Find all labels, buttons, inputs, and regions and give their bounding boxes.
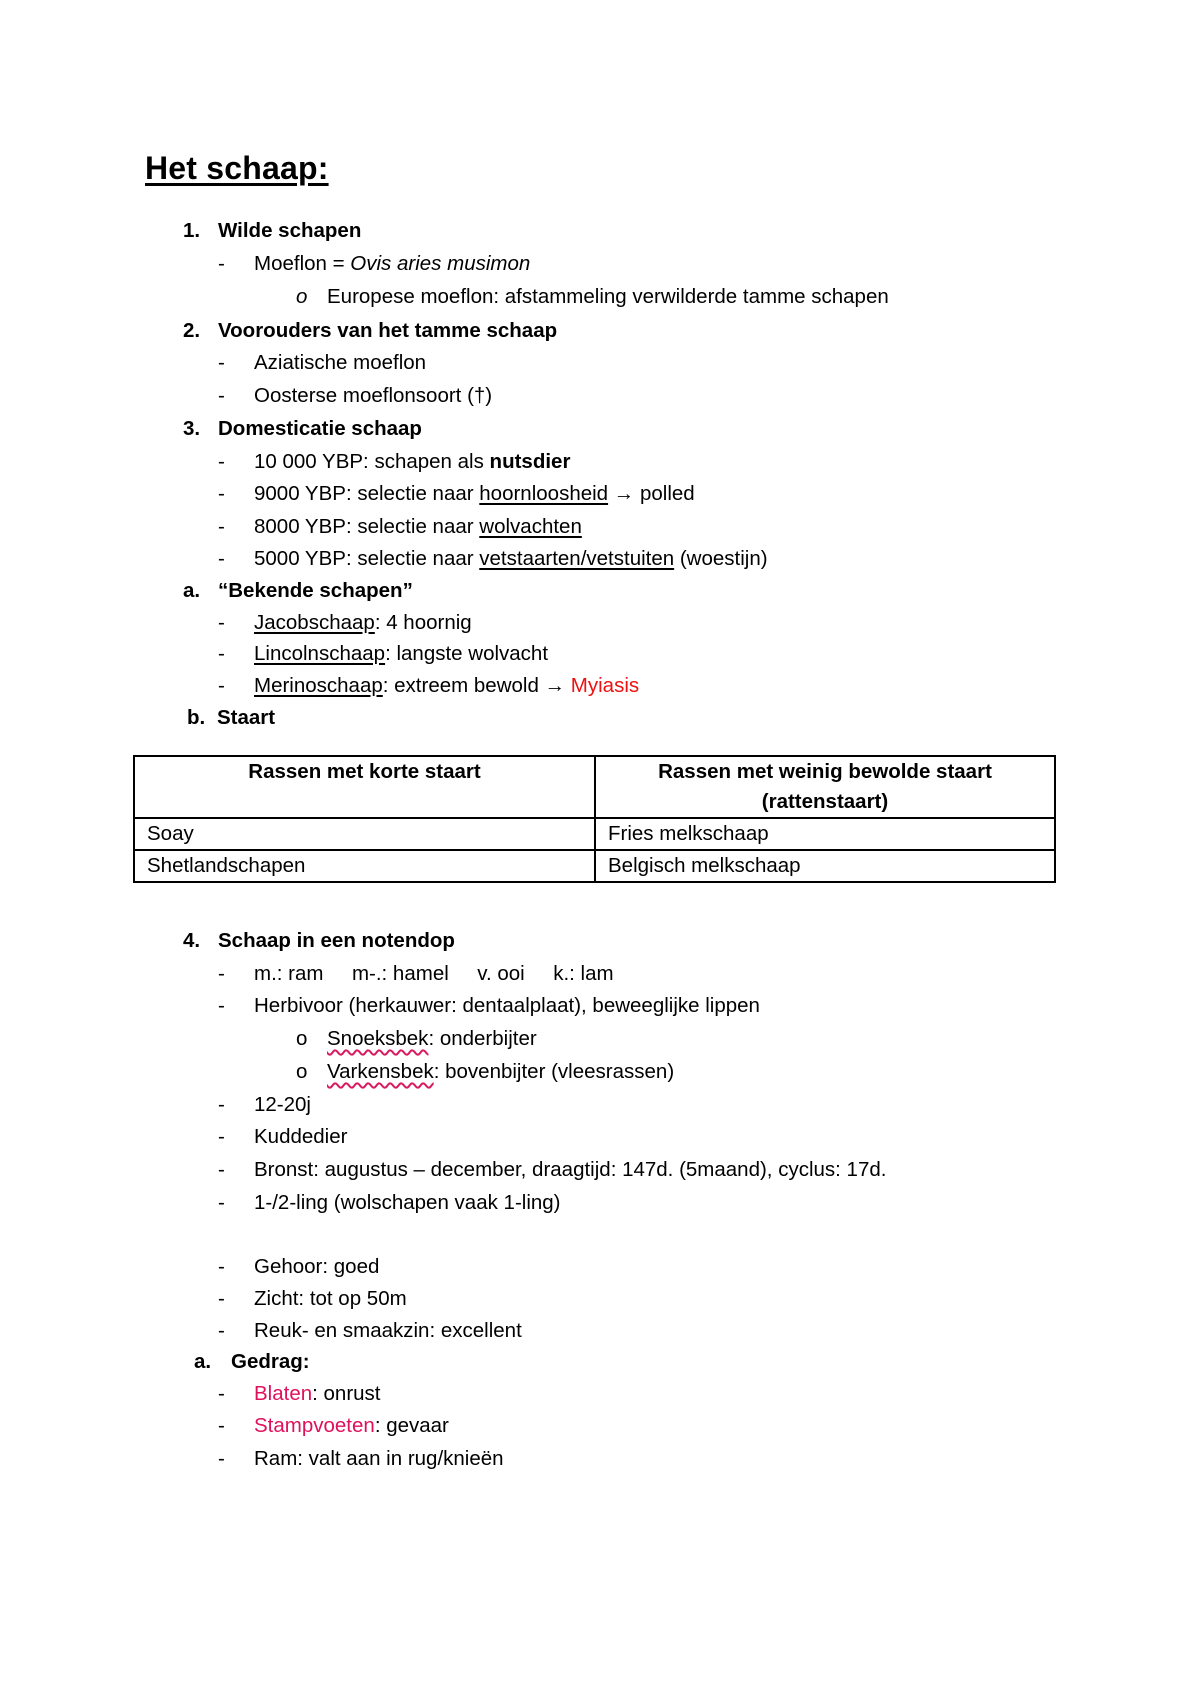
item-underlined: wolvachten — [479, 515, 582, 538]
list-item — [254, 546, 768, 572]
list-item — [254, 673, 639, 699]
list-item — [254, 514, 582, 540]
list-item: Ram: valt aan in rug/knieën — [254, 1447, 504, 1470]
table-row — [134, 818, 1055, 850]
table-cell: Belgisch melkschaap — [595, 850, 1055, 882]
bullet-dash: - — [218, 1125, 225, 1148]
list-letter: a. — [194, 1350, 212, 1373]
bullet-dash: - — [218, 994, 225, 1017]
item-bold: nutsdier — [489, 450, 571, 473]
list-item: Aziatische moeflon — [254, 351, 427, 374]
table-cell: Soay — [134, 818, 595, 850]
heading-text: Schaap in een notendop — [218, 929, 455, 952]
item-text: : gevaar — [374, 1414, 449, 1437]
item-text: : onderbijter — [428, 1027, 537, 1050]
highlight-red: Myiasis — [570, 674, 640, 697]
item-text: polled — [639, 482, 695, 505]
bullet-dash: - — [218, 674, 225, 697]
bullet-dash: - — [218, 1287, 225, 1310]
list-item: Oosterse moeflonsoort (†) — [254, 384, 493, 407]
item-underlined: vetstaarten/vetstuiten — [479, 547, 675, 570]
item-text: : 4 hoornig — [374, 611, 472, 634]
heading-bekende-schapen — [183, 578, 413, 604]
table-cell: Fries melkschaap — [595, 818, 1055, 850]
moeflon-label: Moeflon = — [254, 252, 351, 275]
breed-name: Merinoschaap — [254, 674, 383, 697]
table-row — [134, 850, 1055, 882]
bullet-dash: - — [218, 1447, 225, 1470]
bullet-dash: - — [218, 1255, 225, 1278]
term-blaten: Blaten — [254, 1382, 313, 1405]
term-varkensbek: Varkensbek — [327, 1060, 434, 1083]
breed-name: Lincolnschaap — [254, 642, 386, 665]
item-text: (woestijn) — [674, 547, 768, 570]
breed-name: Jacobschaap — [254, 611, 375, 634]
list-item — [327, 1059, 674, 1085]
sub-bullet: o — [296, 1060, 308, 1083]
list-item-moeflon — [254, 251, 530, 277]
item-text: : bovenbijter (vleesrassen) — [433, 1060, 675, 1083]
list-item: Reuk- en smaakzin: excellent — [254, 1319, 522, 1342]
bullet-dash: - — [218, 642, 225, 665]
table-cell: Shetlandschapen — [134, 850, 595, 882]
bullet-dash: - — [218, 1382, 225, 1405]
bullet-dash: - — [218, 351, 225, 374]
bullet-dash: - — [218, 482, 225, 505]
list-item — [254, 481, 695, 507]
item-text: : langste wolvacht — [385, 642, 549, 665]
table-header — [134, 756, 595, 818]
header-label: Rassen met weinig bewolde staart — [658, 760, 992, 783]
heading-text: Gedrag: — [231, 1350, 310, 1373]
bullet-dash: - — [218, 1093, 225, 1116]
list-item — [254, 1413, 449, 1439]
heading-staart — [187, 705, 276, 731]
header-label: Rassen met korte staart — [248, 760, 481, 783]
item-text: 9000 YBP: selectie naar — [254, 482, 480, 505]
item-text: 5000 YBP: selectie naar — [254, 547, 480, 570]
list-letter: b. — [187, 706, 206, 729]
moeflon-latin: Ovis aries musimon — [350, 252, 531, 275]
list-item: Kuddedier — [254, 1125, 348, 1148]
heading-text: Wilde schapen — [218, 219, 362, 242]
list-number: 2. — [183, 319, 201, 342]
bullet-dash: - — [218, 962, 225, 985]
heading-text: Staart — [217, 706, 276, 729]
list-item: Bronst: augustus – december, draagtijd: 147d. (5maand), cyclus: 17d. — [254, 1158, 887, 1181]
heading-text: Voorouders van het tamme schaap — [218, 319, 558, 342]
table-header — [595, 756, 1055, 818]
bullet-dash: - — [218, 515, 225, 538]
heading-text: Domesticatie schaap — [218, 417, 422, 440]
heading-gedrag — [194, 1349, 310, 1375]
bullet-dash: - — [218, 1319, 225, 1342]
list-item — [254, 449, 570, 475]
list-item — [254, 610, 472, 636]
list-item-herbivoor: Herbivoor (herkauwer: dentaalplaat), beweeglijke lippen — [254, 994, 760, 1017]
heading-voorouders — [183, 318, 558, 344]
bullet-dash: - — [218, 1191, 225, 1214]
list-item — [254, 641, 548, 667]
staart-table — [133, 755, 1056, 883]
list-item: 1-/2-ling (wolschapen vaak 1-ling) — [254, 1191, 561, 1214]
bullet-dash: - — [218, 384, 225, 407]
arrow-icon: → — [544, 674, 571, 697]
heading-notendop — [183, 928, 455, 954]
arrow-icon: → — [608, 482, 640, 505]
page-title: Het schaap: — [145, 150, 329, 186]
list-item — [254, 1381, 381, 1407]
list-item: Gehoor: goed — [254, 1255, 380, 1278]
list-number: 3. — [183, 417, 201, 440]
list-item: 12-20j — [254, 1093, 311, 1116]
bullet-dash: - — [218, 611, 225, 634]
item-underlined: hoornloosheid — [479, 482, 609, 505]
heading-text: “Bekende schapen” — [218, 579, 413, 602]
list-item-europese: Europese moeflon: afstammeling verwilderde tamme schapen — [327, 285, 889, 308]
term-stampvoeten: Stampvoeten — [254, 1414, 375, 1437]
bullet-dash: - — [218, 450, 225, 473]
list-item — [327, 1026, 537, 1052]
heading-wilde-schapen — [183, 218, 362, 244]
list-letter: a. — [183, 579, 201, 602]
table-header-row — [134, 756, 1055, 818]
bullet-dash: - — [218, 1158, 225, 1181]
list-item: Zicht: tot op 50m — [254, 1287, 407, 1310]
sub-bullet: o — [296, 285, 308, 308]
list-number: 4. — [183, 929, 201, 952]
list-item-names: m.: ram m-.: hamel v. ooi k.: lam — [254, 962, 614, 985]
list-number: 1. — [183, 219, 201, 242]
sub-bullet: o — [296, 1027, 308, 1050]
item-text: 10 000 YBP: schapen als — [254, 450, 490, 473]
item-text: : extreem bewold — [382, 674, 545, 697]
item-text: 8000 YBP: selectie naar — [254, 515, 480, 538]
bullet-dash: - — [218, 1414, 225, 1437]
bullet-dash: - — [218, 547, 225, 570]
item-text: : onrust — [312, 1382, 381, 1405]
header-label: (rattenstaart) — [761, 790, 889, 813]
term-snoeksbek: Snoeksbek — [327, 1027, 429, 1050]
bullet-dash: - — [218, 252, 225, 275]
heading-domesticatie — [183, 416, 422, 442]
